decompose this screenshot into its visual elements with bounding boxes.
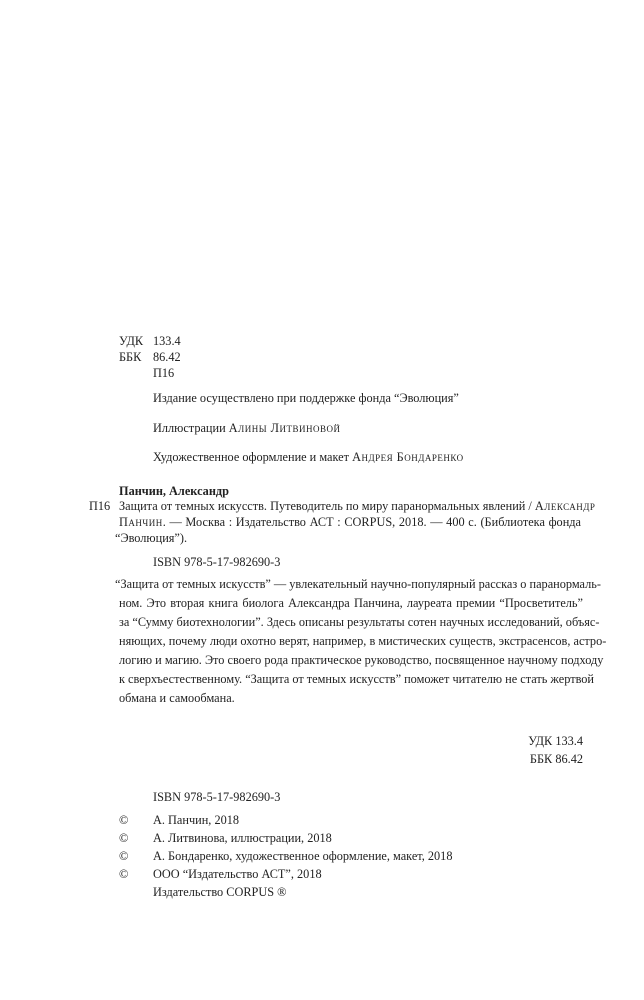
catalog-line-1 [119,498,596,514]
publisher-mark: Издательство CORPUS ® [153,885,287,899]
catalog-isbn: ISBN 978-5-17-982690-3 [153,555,281,569]
copyright-text: А. Литвинова, иллюстрации, 2018 [153,831,332,845]
copyright-text: А. Панчин, 2018 [153,813,240,827]
catalog-line-2 [119,514,581,530]
copyright-symbol: © [119,867,129,881]
bbk-value: 86.42 [153,350,181,364]
isbn: ISBN 978-5-17-982690-3 [153,790,281,804]
catalog-author-first: Александр [534,499,596,513]
illustrations-prefix: Иллюстрации [153,421,229,435]
udk-value: 133.4 [153,334,181,348]
copyright-symbol: © [119,831,129,845]
catalog-author-last: Панчин [119,515,163,529]
illustrations-credit [153,420,341,436]
abstract-line: ном. Это вторая книга биолога Александра Панчина, лауреата премии “Просветитель” [119,596,583,610]
catalog-mark: П16 [89,499,111,513]
author-mark: П16 [153,366,175,380]
design-credit [153,449,464,465]
catalog-imprint: . — Москва : Издательство АСТ : CORPUS, 2018. — 400 с. (Библиотека фонда [162,515,581,529]
copyright-text: А. Бондаренко, художественное оформление, макет, 2018 [153,849,453,863]
abstract-line: к сверхъестественному. “Защита от темных искусств” поможет читателю не стать жертвой [119,672,595,686]
footer-bbk: ББК 86.42 [529,752,583,766]
catalog-line-3: “Эволюция”). [115,531,188,545]
designer-name: Андрея Бондаренко [352,450,464,464]
udk-label: УДК [119,334,144,348]
illustrator-name: Алины Литвиновой [228,421,341,435]
copyright-symbol: © [119,849,129,863]
bbk-label: ББК [119,350,142,364]
support-note: Издание осуществлено при поддержке фонда “Эволюция” [153,391,459,405]
abstract-line: обмана и самообмана. [119,691,235,705]
abstract-line: за “Сумму биотехнологии”. Здесь описаны результаты сотен научных исследований, объяс- [119,615,600,629]
author-heading: Панчин, Александр [119,484,229,498]
copyright-text: ООО “Издательство АСТ”, 2018 [153,867,322,881]
catalog-title: Защита от темных искусств. Путеводитель по миру паранормальных явлений / [119,499,535,513]
copyright-symbol: © [119,813,129,827]
design-prefix: Художественное оформление и макет [153,450,353,464]
abstract-line: “Защита от темных искусств” — увлекательный научно-популярный рассказ о паранормаль- [115,577,601,591]
abstract-line: логию и магию. Это своего рода практическое руководство, посвященное научному подходу [119,653,604,667]
footer-udk: УДК 133.4 [528,734,583,748]
abstract-line: няющих, почему люди охотно верят, например, в мистических существ, экстрасенсов, астро- [119,634,607,648]
